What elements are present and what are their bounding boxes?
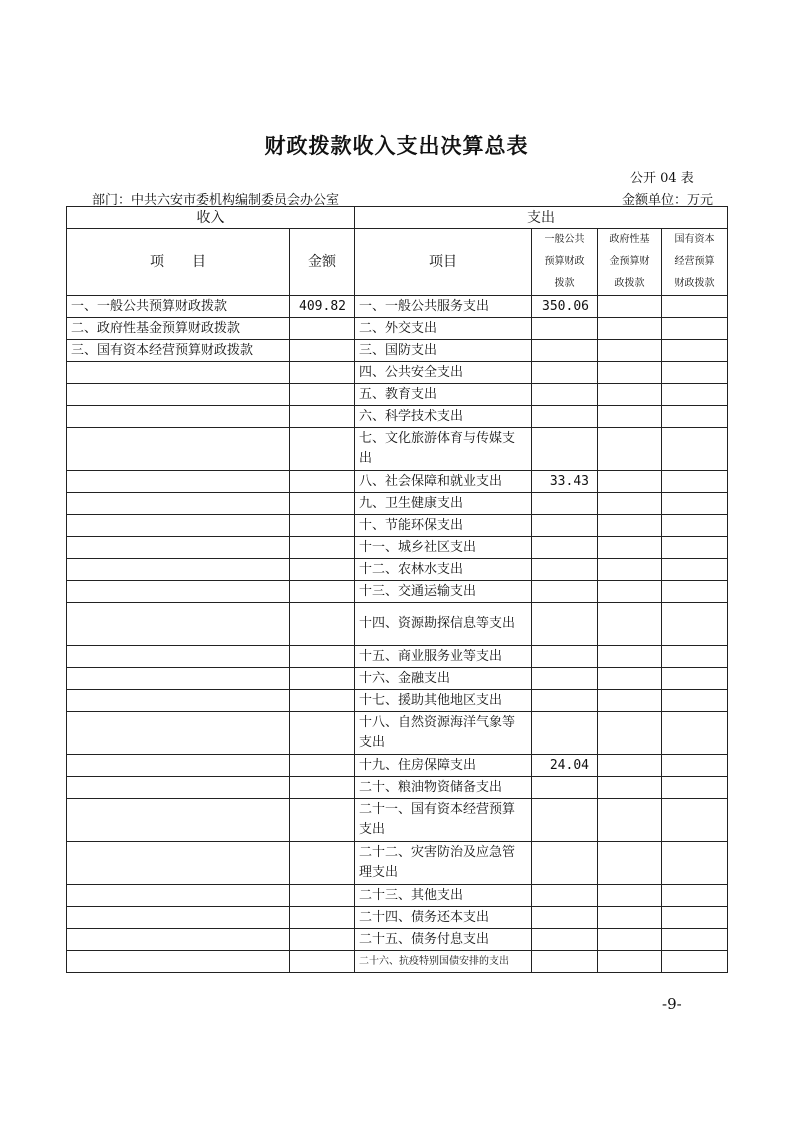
table-row xyxy=(67,318,728,340)
table-row xyxy=(67,471,728,493)
state-capital-cell xyxy=(662,668,728,690)
income-amount-cell xyxy=(290,428,355,471)
government-fund-cell xyxy=(598,668,662,690)
government-fund-cell xyxy=(598,340,662,362)
income-item-cell xyxy=(67,951,290,973)
state-capital-cell xyxy=(662,340,728,362)
general-budget-cell xyxy=(532,951,598,973)
state-capital-cell xyxy=(662,559,728,581)
state-capital-cell xyxy=(662,755,728,777)
table-row xyxy=(67,515,728,537)
income-amount-cell: 409.82 xyxy=(290,296,355,318)
income-item-cell xyxy=(67,428,290,471)
income-item-cell xyxy=(67,384,290,406)
table-row xyxy=(67,493,728,515)
general-budget-cell xyxy=(532,515,598,537)
expense-item-cell: 二十六、抗疫特别国债安排的支出 xyxy=(355,951,532,973)
general-budget-cell: 33.43 xyxy=(532,471,598,493)
income-amount-cell xyxy=(290,712,355,755)
income-amount-cell xyxy=(290,646,355,668)
table-row xyxy=(67,406,728,428)
income-amount-cell xyxy=(290,406,355,428)
general-budget-cell xyxy=(532,799,598,842)
income-item-cell xyxy=(67,929,290,951)
state-capital-cell xyxy=(662,603,728,646)
general-budget-cell xyxy=(532,318,598,340)
table-row xyxy=(67,559,728,581)
government-fund-cell xyxy=(598,537,662,559)
header-row-group xyxy=(67,207,728,229)
income-item-header: 项 目 xyxy=(67,229,290,296)
income-amount-cell xyxy=(290,668,355,690)
income-amount-cell xyxy=(290,318,355,340)
income-item-cell xyxy=(67,515,290,537)
income-item-cell xyxy=(67,581,290,603)
government-fund-cell xyxy=(598,755,662,777)
state-capital-cell xyxy=(662,690,728,712)
government-fund-cell xyxy=(598,296,662,318)
general-budget-cell xyxy=(532,885,598,907)
table-row xyxy=(67,603,728,646)
expense-item-cell: 二十四、债务还本支出 xyxy=(355,907,532,929)
table-row xyxy=(67,712,728,755)
table-row xyxy=(67,362,728,384)
income-item-cell xyxy=(67,842,290,885)
government-fund-cell xyxy=(598,907,662,929)
government-fund-cell xyxy=(598,885,662,907)
state-capital-cell xyxy=(662,581,728,603)
expense-item-cell: 六、科学技术支出 xyxy=(355,406,532,428)
income-amount-cell xyxy=(290,537,355,559)
general-budget-cell xyxy=(532,668,598,690)
state-capital-cell xyxy=(662,384,728,406)
expense-item-cell: 七、文化旅游体育与传媒支出 xyxy=(355,428,532,471)
general-budget-cell xyxy=(532,777,598,799)
income-item-cell xyxy=(67,907,290,929)
income-amount-cell xyxy=(290,885,355,907)
table-row xyxy=(67,885,728,907)
state-capital-cell xyxy=(662,885,728,907)
expense-item-cell: 十九、住房保障支出 xyxy=(355,755,532,777)
income-amount-cell xyxy=(290,755,355,777)
general-budget-cell xyxy=(532,384,598,406)
expense-item-cell: 二十、粮油物资储备支出 xyxy=(355,777,532,799)
income-amount-cell xyxy=(290,842,355,885)
income-item-cell xyxy=(67,885,290,907)
government-fund-cell xyxy=(598,777,662,799)
general-budget-cell xyxy=(532,428,598,471)
state-capital-cell xyxy=(662,646,728,668)
expense-item-header: 项目 xyxy=(355,229,532,296)
government-fund-cell xyxy=(598,559,662,581)
income-item-cell xyxy=(67,493,290,515)
expense-item-cell: 十、节能环保支出 xyxy=(355,515,532,537)
general-budget-cell xyxy=(532,559,598,581)
government-fund-cell xyxy=(598,428,662,471)
table-row xyxy=(67,907,728,929)
state-capital-cell xyxy=(662,842,728,885)
table-row xyxy=(67,537,728,559)
general-budget-cell xyxy=(532,537,598,559)
general-budget-cell xyxy=(532,842,598,885)
expense-item-cell: 四、公共安全支出 xyxy=(355,362,532,384)
general-budget-cell: 350.06 xyxy=(532,296,598,318)
government-fund-cell xyxy=(598,951,662,973)
expense-item-cell: 八、社会保障和就业支出 xyxy=(355,471,532,493)
state-capital-cell xyxy=(662,406,728,428)
government-fund-cell xyxy=(598,842,662,885)
amount-unit-label: 金额单位：万元 xyxy=(622,193,714,208)
income-item-cell xyxy=(67,603,290,646)
state-capital-cell xyxy=(662,907,728,929)
form-number: 公开 04 表 xyxy=(630,171,694,186)
general-budget-cell xyxy=(532,907,598,929)
general-budget-cell xyxy=(532,340,598,362)
income-item-cell xyxy=(67,559,290,581)
general-budget-cell xyxy=(532,581,598,603)
state-capital-cell xyxy=(662,428,728,471)
general-budget-cell xyxy=(532,712,598,755)
table-row xyxy=(67,690,728,712)
income-item-cell xyxy=(67,646,290,668)
expense-item-cell: 十八、自然资源海洋气象等支出 xyxy=(355,712,532,755)
expense-item-cell: 十四、资源勘探信息等支出 xyxy=(355,603,532,646)
table-row xyxy=(67,951,728,973)
expense-item-cell: 一、一般公共服务支出 xyxy=(355,296,532,318)
state-capital-cell xyxy=(662,929,728,951)
state-capital-cell xyxy=(662,493,728,515)
state-capital-cell xyxy=(662,471,728,493)
income-amount-cell xyxy=(290,951,355,973)
table-row xyxy=(67,340,728,362)
income-amount-cell xyxy=(290,340,355,362)
government-fund-cell xyxy=(598,493,662,515)
state-capital-cell xyxy=(662,296,728,318)
income-amount-cell xyxy=(290,690,355,712)
page-number: -9- xyxy=(662,995,682,1013)
income-item-cell xyxy=(67,406,290,428)
income-item-cell xyxy=(67,777,290,799)
general-budget-cell xyxy=(532,646,598,668)
table-row xyxy=(67,384,728,406)
income-item-cell xyxy=(67,799,290,842)
income-item-cell xyxy=(67,471,290,493)
expense-item-cell: 二十二、灾害防治及应急管理支出 xyxy=(355,842,532,885)
department-label: 部门：中共六安市委机构编制委员会办公室 xyxy=(92,193,340,208)
expense-item-cell: 十一、城乡社区支出 xyxy=(355,537,532,559)
expense-item-cell: 二、外交支出 xyxy=(355,318,532,340)
government-fund-cell xyxy=(598,646,662,668)
income-amount-cell xyxy=(290,515,355,537)
table-row xyxy=(67,428,728,471)
government-fund-header: 政府性基 金预算财 政拨款 xyxy=(598,229,662,296)
income-amount-cell xyxy=(290,929,355,951)
income-header: 收入 xyxy=(67,207,355,229)
general-budget-cell xyxy=(532,493,598,515)
general-budget-cell xyxy=(532,929,598,951)
general-budget-cell xyxy=(532,362,598,384)
government-fund-cell xyxy=(598,362,662,384)
budget-summary-table xyxy=(66,206,728,973)
state-capital-cell xyxy=(662,712,728,755)
state-capital-cell xyxy=(662,362,728,384)
general-budget-cell xyxy=(532,603,598,646)
expense-item-cell: 二十一、国有资本经营预算支出 xyxy=(355,799,532,842)
income-amount-cell xyxy=(290,362,355,384)
general-budget-cell: 24.04 xyxy=(532,755,598,777)
expense-header: 支出 xyxy=(355,207,728,229)
income-item-cell xyxy=(67,712,290,755)
table-row xyxy=(67,646,728,668)
income-amount-cell xyxy=(290,493,355,515)
income-item-cell xyxy=(67,755,290,777)
income-item-cell xyxy=(67,690,290,712)
income-amount-cell xyxy=(290,384,355,406)
state-capital-cell xyxy=(662,799,728,842)
state-capital-header: 国有资本 经营预算 财政拨款 xyxy=(662,229,728,296)
expense-item-cell: 二十五、债务付息支出 xyxy=(355,929,532,951)
government-fund-cell xyxy=(598,384,662,406)
table-row xyxy=(67,581,728,603)
income-item-cell xyxy=(67,362,290,384)
government-fund-cell xyxy=(598,603,662,646)
table-row xyxy=(67,777,728,799)
income-amount-cell xyxy=(290,581,355,603)
government-fund-cell xyxy=(598,690,662,712)
header-row-columns xyxy=(67,229,728,296)
income-item-cell xyxy=(67,537,290,559)
expense-item-cell: 九、卫生健康支出 xyxy=(355,493,532,515)
table-row xyxy=(67,842,728,885)
income-amount-cell xyxy=(290,777,355,799)
expense-item-cell: 二十三、其他支出 xyxy=(355,885,532,907)
expense-item-cell: 十七、援助其他地区支出 xyxy=(355,690,532,712)
government-fund-cell xyxy=(598,712,662,755)
government-fund-cell xyxy=(598,581,662,603)
income-item-cell xyxy=(67,668,290,690)
general-budget-cell xyxy=(532,406,598,428)
expense-item-cell: 十六、金融支出 xyxy=(355,668,532,690)
expense-item-cell: 十五、商业服务业等支出 xyxy=(355,646,532,668)
expense-item-cell: 十二、农林水支出 xyxy=(355,559,532,581)
income-amount-cell xyxy=(290,559,355,581)
state-capital-cell xyxy=(662,777,728,799)
state-capital-cell xyxy=(662,515,728,537)
income-amount-cell xyxy=(290,603,355,646)
general-budget-cell xyxy=(532,690,598,712)
table-row xyxy=(67,755,728,777)
expense-item-cell: 三、国防支出 xyxy=(355,340,532,362)
state-capital-cell xyxy=(662,318,728,340)
income-item-cell: 三、国有资本经营预算财政拨款 xyxy=(67,340,290,362)
page-title: 财政拨款收入支出决算总表 xyxy=(264,133,529,158)
income-amount-cell xyxy=(290,799,355,842)
government-fund-cell xyxy=(598,929,662,951)
government-fund-cell xyxy=(598,406,662,428)
government-fund-cell xyxy=(598,318,662,340)
table-row xyxy=(67,668,728,690)
government-fund-cell xyxy=(598,799,662,842)
government-fund-cell xyxy=(598,515,662,537)
state-capital-cell xyxy=(662,951,728,973)
state-capital-cell xyxy=(662,537,728,559)
table-row xyxy=(67,929,728,951)
government-fund-cell xyxy=(598,471,662,493)
table-row xyxy=(67,799,728,842)
income-item-cell: 一、一般公共预算财政拨款 xyxy=(67,296,290,318)
income-item-cell: 二、政府性基金预算财政拨款 xyxy=(67,318,290,340)
expense-item-cell: 五、教育支出 xyxy=(355,384,532,406)
expense-item-cell: 十三、交通运输支出 xyxy=(355,581,532,603)
table-row xyxy=(67,296,728,318)
income-amount-header: 金额 xyxy=(290,229,355,296)
general-budget-header: 一般公共 预算财政 拨款 xyxy=(532,229,598,296)
income-amount-cell xyxy=(290,907,355,929)
income-amount-cell xyxy=(290,471,355,493)
